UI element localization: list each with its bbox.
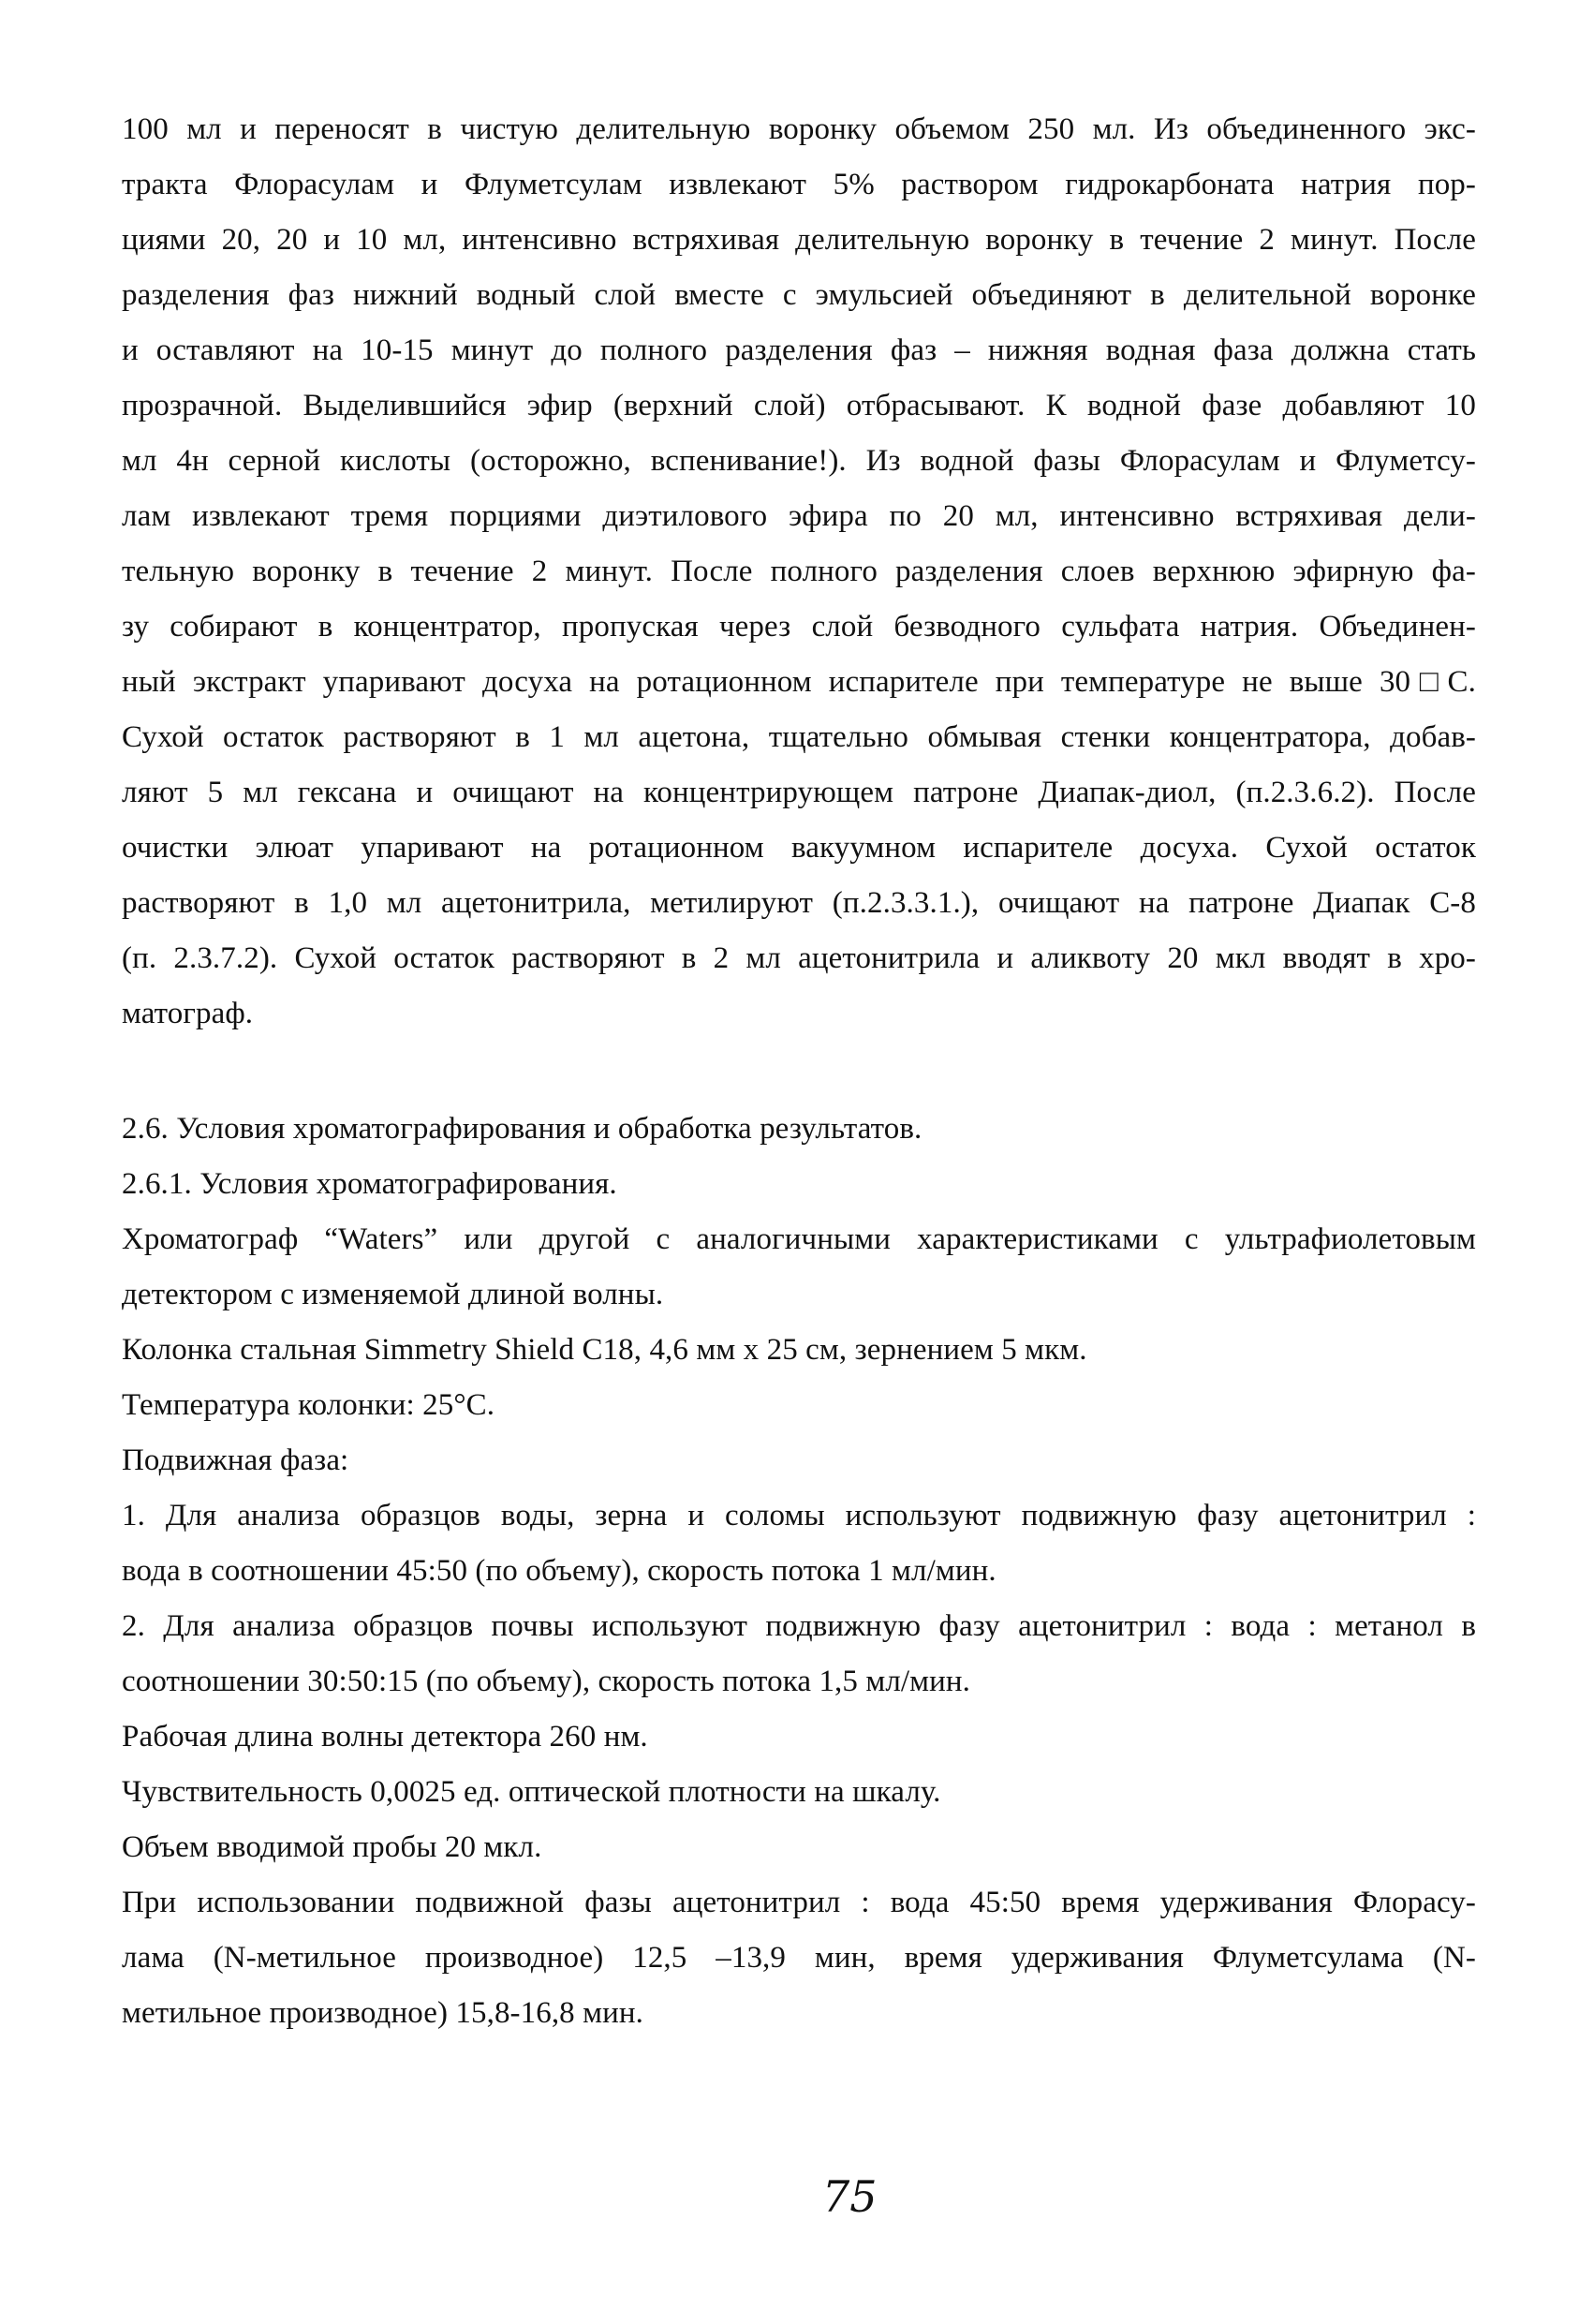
text-line: прозрачной. Выделившийся эфир (верхний слой) отбрасывают. К водной фазе добавляют 10 [122,389,1476,422]
text-line: тельную воронку в течение 2 минут. После полного разделения слоев верхнюю эфирную фа- [122,555,1476,588]
text-line: лама (N-метильное производное) 12,5 –13,9 мин, время удерживания Флуметсулама (N- [122,1941,1476,1975]
detector-wavelength: Рабочая длина волны детектора 260 нм. [122,1720,648,1754]
list-item: вода в соотношении 45:50 (по объему), скорость потока 1 мл/мин. [122,1554,996,1588]
list-item: соотношении 30:50:15 (по объему), скорость потока 1,5 мл/мин. [122,1665,971,1698]
column-temperature: Температура колонки: 25°С. [122,1388,495,1422]
text-line: зу собирают в концентратор, пропуская через слой безводного сульфата натрия. Объединен- [122,610,1476,644]
text-line: очистки элюат упаривают на ротационном вакуумном испарителе досуха. Сухой остаток [122,831,1476,865]
section-heading: 2.6. Условия хроматографирования и обработка результатов. [122,1112,922,1146]
text-line: матограф. [122,997,254,1030]
detector-sensitivity: Чувствительность 0,0025 ед. оптической плотности на шкалу. [122,1775,941,1809]
text-line: При использовании подвижной фазы ацетонитрил : вода 45:50 время удерживания Флорасу- [122,1886,1476,1919]
text-line: 100 мл и переносят в чистую делительную воронку объемом 250 мл. Из объединенного экс- [122,112,1476,146]
text-line: детектором с изменяемой длиной волны. [122,1278,664,1311]
text-line: разделения фаз нижний водный слой вместе с эмульсией объединяют в делительной воронке [122,278,1476,312]
sample-volume: Объем вводимой пробы 20 мкл. [122,1830,542,1864]
mobile-phase-label: Подвижная фаза: [122,1443,349,1477]
list-item: 2. Для анализа образцов почвы используют подвижную фазу ацетонитрил : вода : метанол в [122,1609,1476,1643]
text-line: (п. 2.3.7.2). Сухой остаток растворяют в 2 мл ацетонитрила и аликвоту 20 мкл вводят в хро- [122,941,1476,975]
text-line: тракта Флорасулам и Флуметсулам извлекают 5% раствором гидрокарбоната натрия пор- [122,168,1476,201]
text-line: мл 4н серной кислоты (осторожно, вспенивание!). Из водной фазы Флорасулам и Флуметсу- [122,444,1476,478]
page-number: 75 [822,2171,878,2222]
text-line: ный экстракт упаривают досуха на ротационном испарителе при температуре не выше 30□С. [122,665,1476,699]
text-line: Сухой остаток растворяют в 1 мл ацетона, тщательно обмывая стенки концентратора, добав- [122,720,1476,754]
text-line: метильное производное) 15,8-16,8 мин. [122,1996,643,2030]
text-line: циями 20, 20 и 10 мл, интенсивно встряхивая делительную воронку в течение 2 минут. После [122,223,1476,257]
text-line: растворяют в 1,0 мл ацетонитрила, метилируют (п.2.3.3.1.), очищают на патроне Диапак С-8 [122,886,1476,920]
text-line: ляют 5 мл гексана и очищают на концентрирующем патроне Диапак-диол, (п.2.3.6.2). После [122,776,1476,809]
column-spec: Колонка стальная Simmetry Shield C18, 4,6 мм х 25 см, зернением 5 мкм. [122,1333,1087,1367]
text-line: лам извлекают тремя порциями диэтилового эфира по 20 мл, интенсивно встряхивая дели- [122,499,1476,533]
subsection-heading: 2.6.1. Условия хроматографирования. [122,1167,617,1201]
text-line: и оставляют на 10-15 минут до полного разделения фаз – нижняя водная фаза должна стать [122,333,1476,367]
list-item: 1. Для анализа образцов воды, зерна и соломы используют подвижную фазу ацетонитрил : [122,1499,1476,1532]
text-line: Хроматограф “Waters” или другой с аналогичными характеристиками с ультрафиолетовым [122,1222,1476,1256]
